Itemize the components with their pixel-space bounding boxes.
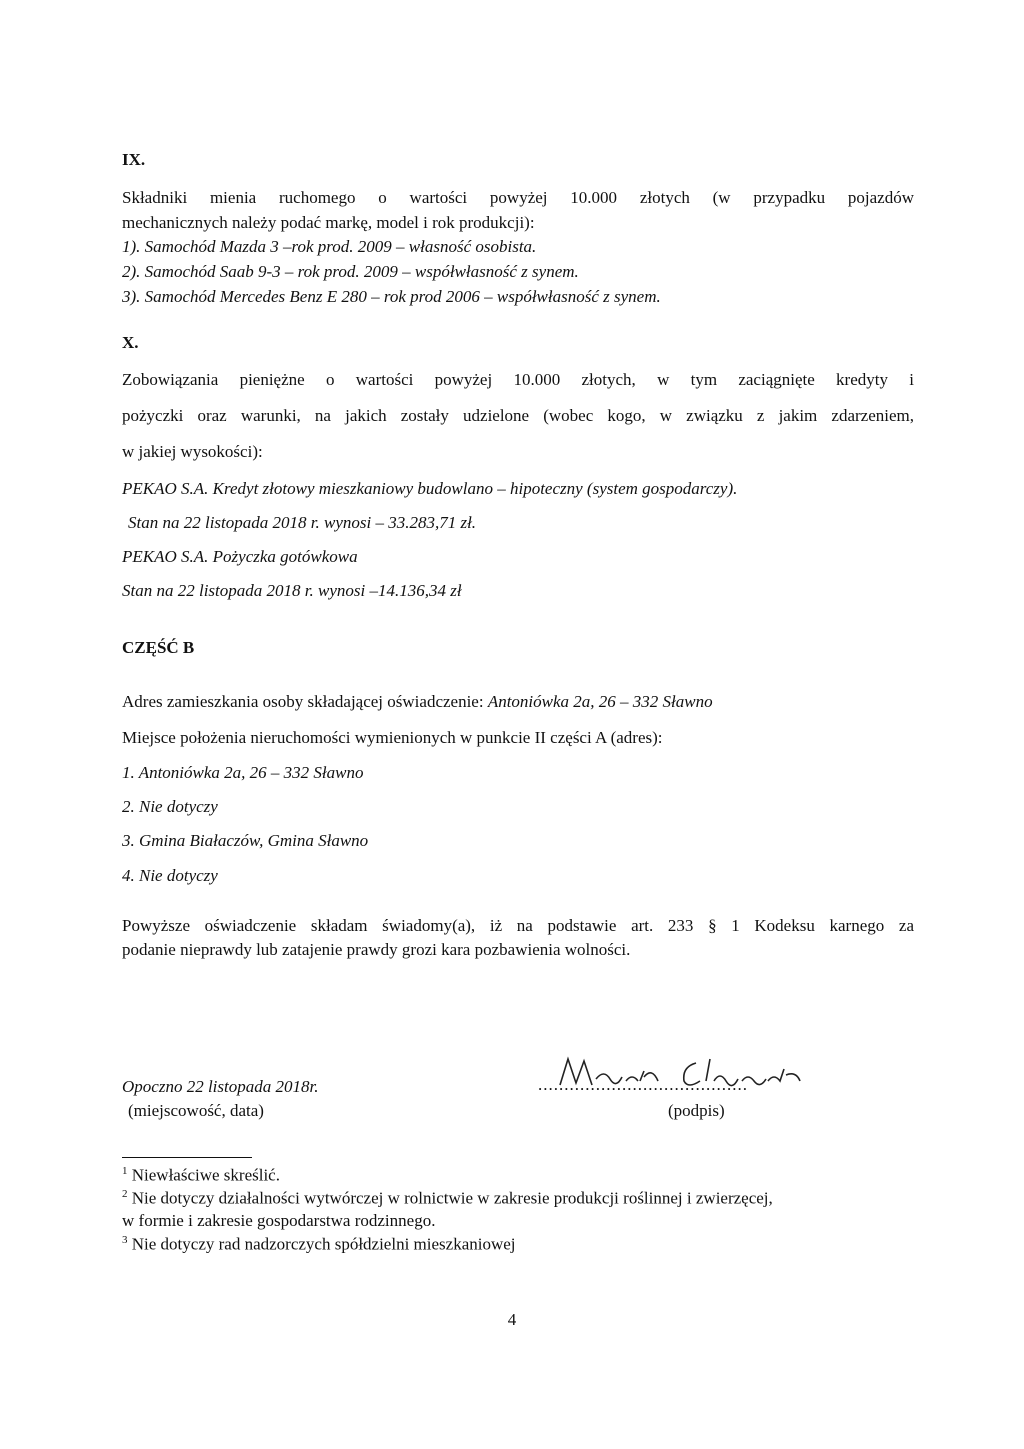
- signature-dots: ........................................: [538, 1075, 748, 1094]
- signature-caption: (podpis): [668, 1101, 725, 1120]
- loan-1-balance: Stan na 22 listopada 2018 r. wynosi – 33.283,71 zł.: [128, 513, 477, 532]
- footnote-separator: [122, 1157, 252, 1158]
- declaration-line1: Powyższe oświadczenie składam świadomy(a), iż na podstawie art. 233 § 1 Kodeksu karnego za: [122, 916, 914, 935]
- section-x-intro-line2: pożyczki oraz warunki, na jakich zostały udzielone (wobec kogo, w związku z jakim zdarzeniem,: [122, 406, 914, 425]
- footnote-1-marker: 1: [122, 1165, 128, 1177]
- section-x-intro-line3: w jakiej wysokości):: [122, 442, 263, 461]
- footnote-2-continuation: w formie i zakresie gospodarstwa rodzinnego.: [122, 1211, 436, 1230]
- address-row: [122, 692, 713, 712]
- footnote-3: [122, 1234, 516, 1255]
- footnote-1: [122, 1165, 280, 1186]
- page-number: 4: [507, 1310, 517, 1329]
- section-ix-intro-line1: Składniki mienia ruchomego o wartości powyżej 10.000 złotych (w przypadku pojazdów: [122, 188, 914, 207]
- part-b-heading: CZĘŚĆ B: [122, 638, 195, 657]
- property-item-2: 2. Nie dotyczy: [122, 797, 218, 816]
- property-item-1: 1. Antoniówka 2a, 26 – 332 Sławno: [122, 763, 364, 782]
- vehicle-item-3: 3). Samochód Mercedes Benz E 280 – rok prod 2006 – współwłasność z synem.: [122, 287, 661, 306]
- section-x-intro-line1: Zobowiązania pieniężne o wartości powyżej 10.000 złotych, w tym zaciągnięte kredyty i: [122, 370, 914, 389]
- vehicle-item-1: 1). Samochód Mazda 3 –rok prod. 2009 – własność osobista.: [122, 237, 537, 256]
- place-date-caption: (miejscowość, data): [128, 1101, 264, 1120]
- place-date: Opoczno 22 listopada 2018r.: [122, 1077, 319, 1096]
- loan-1-description: PEKAO S.A. Kredyt złotowy mieszkaniowy budowlano – hipoteczny (system gospodarczy).: [122, 479, 738, 498]
- section-x-heading: X.: [122, 333, 139, 352]
- footnote-1-text: Niewłaściwe skreślić.: [127, 1165, 280, 1185]
- footnote-3-marker: 3: [122, 1234, 128, 1246]
- footnote-3-text: Nie dotyczy rad nadzorczych spółdzielni mieszkaniowej: [127, 1234, 516, 1254]
- property-label: Miejsce położenia nieruchomości wymienionych w punkcie II części A (adres):: [122, 728, 663, 747]
- section-ix-intro-line2: mechanicznych należy podać markę, model i rok produkcji):: [122, 213, 535, 232]
- section-ix-heading: IX.: [122, 150, 146, 169]
- loan-2-balance: Stan na 22 listopada 2018 r. wynosi –14.136,34 zł: [122, 581, 462, 600]
- declaration-line2: podanie nieprawdy lub zatajenie prawdy grozi kara pozbawienia wolności.: [122, 940, 631, 959]
- property-item-3: 3. Gmina Białaczów, Gmina Sławno: [122, 831, 369, 850]
- address-value: Antoniówka 2a, 26 – 332 Sławno: [487, 692, 713, 711]
- footnote-2-text: Nie dotyczy działalności wytwórczej w rolnictwie w zakresie produkcji roślinnej i zwierzęcej,: [127, 1188, 773, 1208]
- address-label: Adres zamieszkania osoby składającej oświadczenie:: [122, 692, 488, 711]
- footnote-2: [122, 1188, 773, 1209]
- loan-2-description: PEKAO S.A. Pożyczka gotówkowa: [122, 547, 358, 566]
- property-item-4: 4. Nie dotyczy: [122, 866, 218, 885]
- vehicle-item-2: 2). Samochód Saab 9-3 – rok prod. 2009 – współwłasność z synem.: [122, 262, 579, 281]
- footnote-2-marker: 2: [122, 1188, 128, 1200]
